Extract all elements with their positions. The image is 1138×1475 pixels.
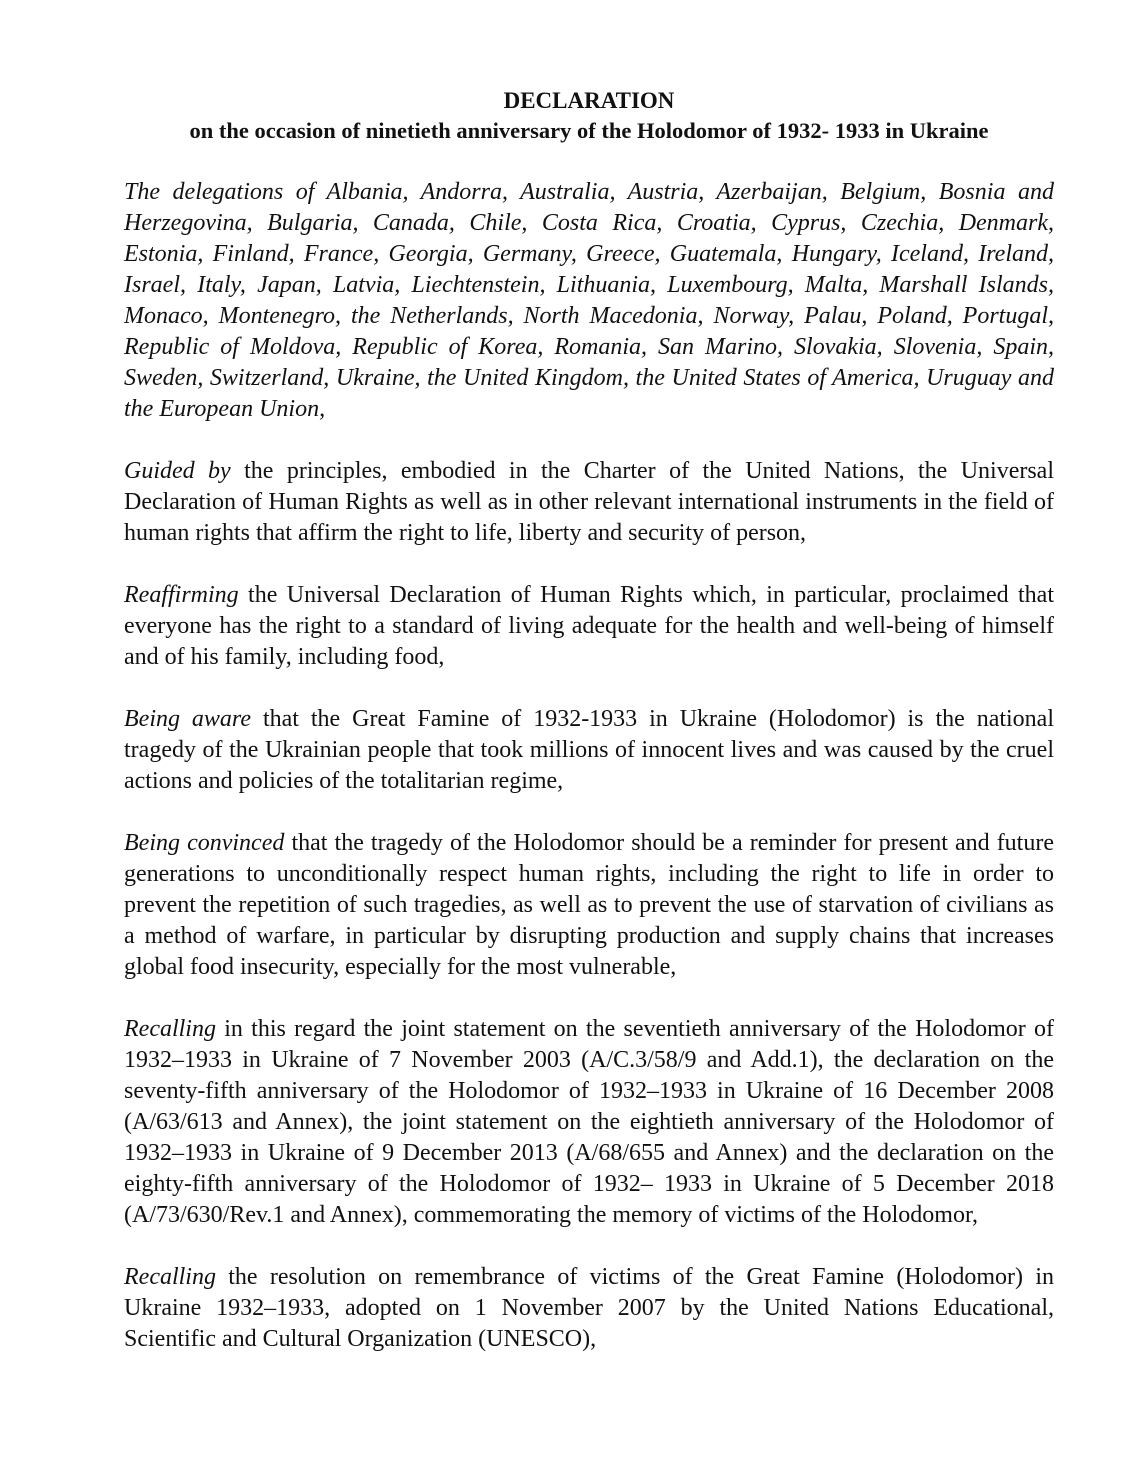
paragraph-guided-by	[124, 456, 1054, 549]
document-page	[124, 86, 1054, 1355]
paragraph-lead: Guided by	[124, 458, 231, 484]
paragraph-lead: Being convinced	[124, 830, 285, 856]
paragraph-recalling-statements	[124, 1014, 1054, 1231]
paragraph-text: that the Great Famine of 1932-1933 in Ukraine (Holodomor) is the national tragedy of the Ukrainian people that took millions of innocent lives and was caused by the cruel actions and policies of the totalitarian regime,	[124, 706, 1055, 794]
paragraph-text: in this regard the joint statement on the seventieth anniversary of the Holodomor of 1932–1933 in Ukraine of 7 November 2003 (A/C.3/58/9 and Add.1), the declaration on the seventy-fifth anniversary of the Holodomor of 1932–1933 in Ukraine of 16 December 2008 (A/63/613 and Annex), the joint statement on the eightieth anniversary of the Holodomor of 1932–1933 in Ukraine of 9 December 2013 (A/68/655 and Annex) and the declaration on the eighty-fifth anniversary of the Holodomor of 1932– 1933 in Ukraine of 5 December 2018 (A/73/630/Rev.1 and Annex), commemorating the memory of victims of the Holodomor,	[124, 1016, 1054, 1228]
paragraph-text: the resolution on remembrance of victims of the Great Famine (Holodomor) in Ukraine 1932–1933, adopted on 1 November 2007 by the United Nations Educational, Scientific and Cultural Organization (UNESCO),	[124, 1264, 1054, 1352]
paragraph-lead: Reaffirming	[124, 582, 239, 608]
document-subtitle: on the occasion of ninetieth anniversary of the Holodomor of 1932- 1933 in Ukraine	[189, 118, 989, 143]
paragraph-lead: Being aware	[124, 706, 252, 732]
document-title: DECLARATION	[503, 88, 675, 113]
paragraph-text: that the tragedy of the Holodomor should be a reminder for present and future generations to unconditionally respect human rights, including the right to life in order to prevent the repetition of such tragedies, as well as to prevent the use of starvation of civilians as a method of warfare, in particular by disrupting production and supply chains that increases global food insecurity, especially for the most vulnerable,	[124, 830, 1054, 980]
intro-paragraph: The delegations of Albania, Andorra, Australia, Austria, Azerbaijan, Belgium, Bosnia and Herzegovina, Bulgaria, Canada, Chile, Costa Rica, Croatia, Cyprus, Czechia, Denmark, Estonia, Finland, France, Georgia, Germany, Greece, Guatemala, Hungary, Iceland, Ireland, Israel, Italy, Japan, Latvia, Liechtenstein, Lithuania, Luxembourg, Malta, Marshall Islands, Monaco, Montenegro, the Netherlands, North Macedonia, Norway, Palau, Poland, Portugal, Republic of Moldova, Republic of Korea, Romania, San Marino, Slovakia, Slovenia, Spain, Sweden, Switzerland, Ukraine, the United Kingdom, the United States of America, Uruguay and the European Union,	[124, 179, 1054, 422]
paragraph-text: the principles, embodied in the Charter of the United Nations, the Universal Declaration of Human Rights as well as in other relevant international instruments in the field of human rights that affirm the right to life, liberty and security of person,	[124, 458, 1054, 546]
paragraph-text: the Universal Declaration of Human Rights which, in particular, proclaimed that everyone has the right to a standard of living adequate for the health and well-being of himself and of his family, including food,	[124, 582, 1054, 670]
paragraph-recalling-unesco	[124, 1262, 1054, 1355]
paragraph-being-aware	[124, 704, 1054, 797]
paragraph-lead: Recalling	[124, 1264, 216, 1290]
paragraph-being-convinced	[124, 828, 1054, 983]
paragraph-reaffirming	[124, 580, 1054, 673]
paragraph-lead: Recalling	[124, 1016, 216, 1042]
